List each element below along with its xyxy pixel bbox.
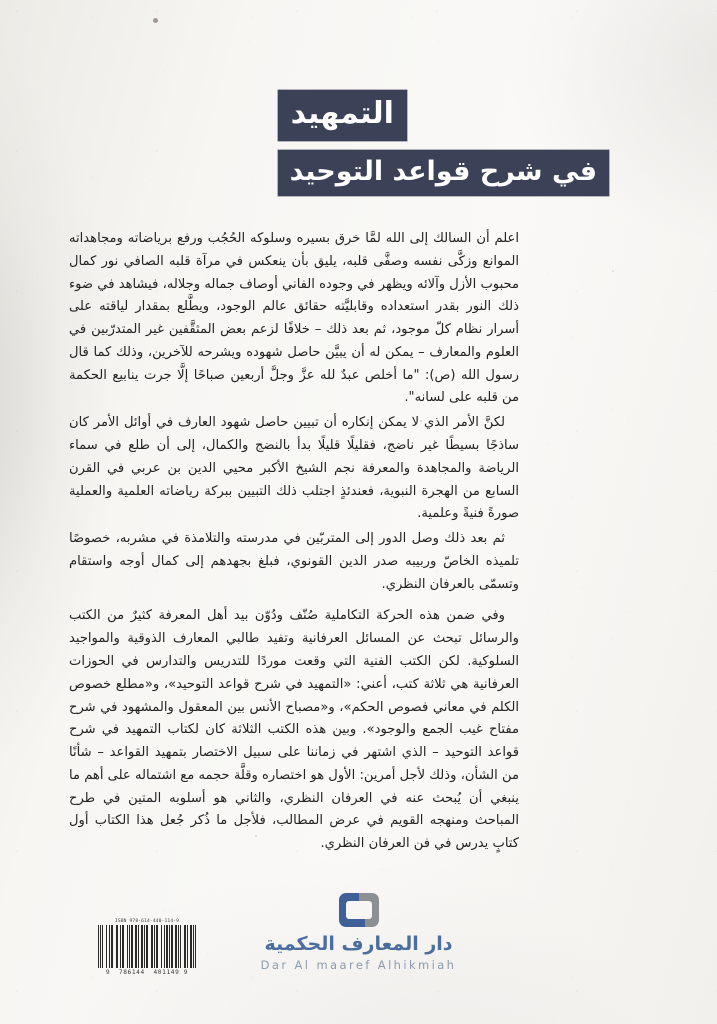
isbn-number-text: ISBN 978-614-440-114-9 [114, 918, 180, 924]
publisher-logo-icon [338, 892, 380, 928]
blurb-paragraph-2: لكنَّ الأمر الذي لا يمكن إنكاره أن تبيين حاصل شهود العارف في أوائل الأمر كان ساذجًا بسيطًا غير ناضج، فقليلًا قليلًا بدأ بالنضج والكمال، إلى أن طلع في سماء الرياضة والمجاهدة والمعرفة نجم الشيخ الأكبر محيي الدين بن عربي في القرن السابع من الهجرة النبوية، فعندئذٍ اجتلب ذلك التبيين ببركة رياضاته العلمية والعملية صورةً فنيةً وعلمية. [69, 415, 519, 522]
publisher-name-english: Dar Al maaref Alhikmiah [260, 958, 457, 972]
blurb-paragraph-3: ثم بعد ذلك وصل الدور إلى المتربّين في مدرسته والتلامذة في مشربه، خصوصًا تلميذه الخاصّ وربيبه صدر الدين القونوي، فبلغ بجهدهم إلى كمال أوجه واستقام وتسمّى بالعرفان النظري. [69, 531, 519, 592]
publisher-name-arabic: دار المعارف الحكمية [264, 933, 453, 956]
paper-speck [612, 270, 614, 272]
back-cover-blurb [69, 228, 519, 858]
barcode-digit-left: 9 [105, 969, 111, 976]
book-title-block [278, 90, 609, 196]
barcode-digit-right: 401149 [153, 969, 180, 976]
barcode-digit-mid: 786144 [118, 969, 145, 976]
book-title-line-2: في شرح قواعد التوحيد [278, 150, 609, 196]
isbn-barcode [98, 919, 196, 977]
paper-speck [153, 18, 158, 23]
barcode-bars [98, 925, 196, 968]
barcode-digits [98, 969, 196, 976]
blurb-paragraph-1: اعلم أن السالك إلى الله لمَّا خرق بسيره وسلوكه الحُجُب ورفع برياضاته ومجاهداته الموانع وزكَّى نفسه وصفَّى قلبه، يليق بأن ينعكس في مرآة قلبه الصافي نور كمال محبوب الأزل وآلائه ويظهر في وجوده الفاني أوصاف جماله وجلاله، فيشاهد في ضوء ذلك النور بقدر استعداده وقابليَّته حقائق عالم الوجود، ويطَّلع بمقدار لياقته على أسرار نظام كلّ موجود، ثم بعد ذلك – خلافًا لزعم بعض المثقَّفين غير المتدرّبين في العلوم والمعارف – يمكن له أن يبيَّن حاصل شهوده ويشرحه للآخرين، وذلك كما قال رسول الله (ص): "ما أخلص عبدٌ لله عزَّ وجلَّ أربعين صباحًا إلَّا جرت ينابيع الحكمة من قلبه على لسانه". [69, 231, 519, 406]
book-title-line-1: التمهيد [278, 90, 407, 141]
barcode-digit-check: 9 [183, 969, 189, 976]
blurb-paragraph-4: وفي ضمن هذه الحركة التكاملية صُنّف ودُوّن بيد أهل المعرفة كثيرٌ من الكتب والرسائل تبحث عن المسائل العرفانية وتفيد طالبي المعارف الذوقية والمواجيد السلوكية. لكن الكتب الفنية التي وقعت موردًا للتدريس والتدارس في الحوزات العرفانية هي ثلاثة كتب، أعني: «التمهيد في شرح قواعد التوحيد»، و«مطلع خصوص الكلم في معاني فصوص الحكم»، و«مصباح الأنس بين المعقول والمشهود في شرح مفتاح غيب الجمع والوجود». وبين هذه الكتب الثلاثة كان لكتاب التمهيد في شرح قواعد التوحيد – الذي اشتهر في زماننا على سبيل الاختصار بتمهيد القواعد – شأنًا من الشأن، وذلك لأجل أمرين: الأول هو اختصاره وقلَّة حجمه مع اشتماله على أهم ما ينبغي أن يُبحث عنه في العرفان النظري، والثاني هو أسلوبه المتين في طرح المباحث ومنهجه القويم في عرض المطالب، فلأجل ما ذُكر جُعل هذا الكتاب أول كتابٍ يدرس في فن العرفان النظري. [69, 608, 519, 852]
